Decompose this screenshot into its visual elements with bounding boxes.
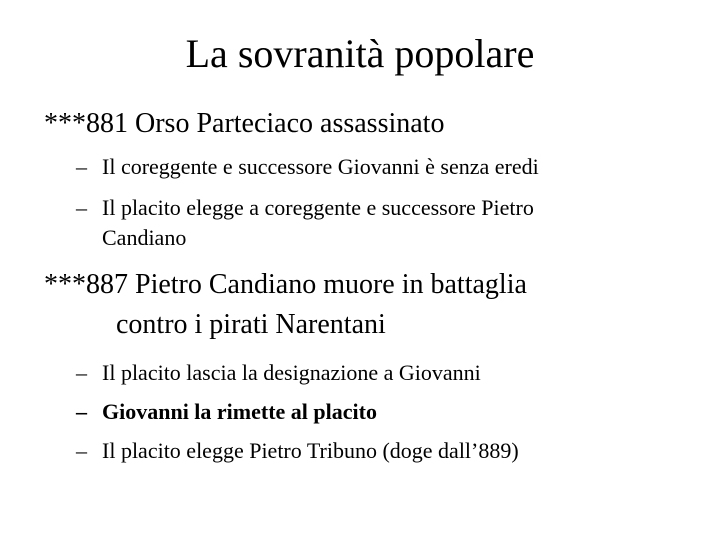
- list-item: [76, 436, 519, 466]
- list-item-text: Giovanni la rimette al placito: [102, 399, 377, 424]
- list-item-text: Il coreggente e successore Giovanni è senza eredi: [102, 154, 539, 179]
- list-item: [76, 358, 481, 388]
- section-heading-881: [44, 107, 444, 141]
- dash-bullet: –: [76, 438, 87, 463]
- dash-bullet: –: [76, 399, 87, 424]
- list-item-text: Il placito lascia la designazione a Giovanni: [102, 360, 481, 385]
- list-item-bold: [76, 397, 377, 427]
- section-heading-text: ***881 Orso Parteciaco assassinato: [44, 108, 445, 139]
- list-item: [76, 152, 539, 182]
- list-item-text: Il placito elegge a coreggente e successore Pietro: [102, 195, 534, 220]
- dash-bullet: –: [76, 360, 87, 385]
- dash-bullet: –: [76, 154, 87, 179]
- list-item-text-continued: Candiano: [102, 225, 187, 250]
- slide-title: La sovranità popolare: [185, 31, 535, 76]
- list-item: [76, 193, 534, 253]
- section-heading-text: ***887 Pietro Candiano muore in battaglia: [44, 269, 527, 300]
- dash-bullet: –: [76, 195, 87, 220]
- section-heading-text-continued: contro i pirati Narentani: [116, 309, 386, 340]
- section-heading-887: [44, 268, 527, 342]
- list-item-text: Il placito elegge Pietro Tribuno (doge dall’889): [102, 438, 519, 463]
